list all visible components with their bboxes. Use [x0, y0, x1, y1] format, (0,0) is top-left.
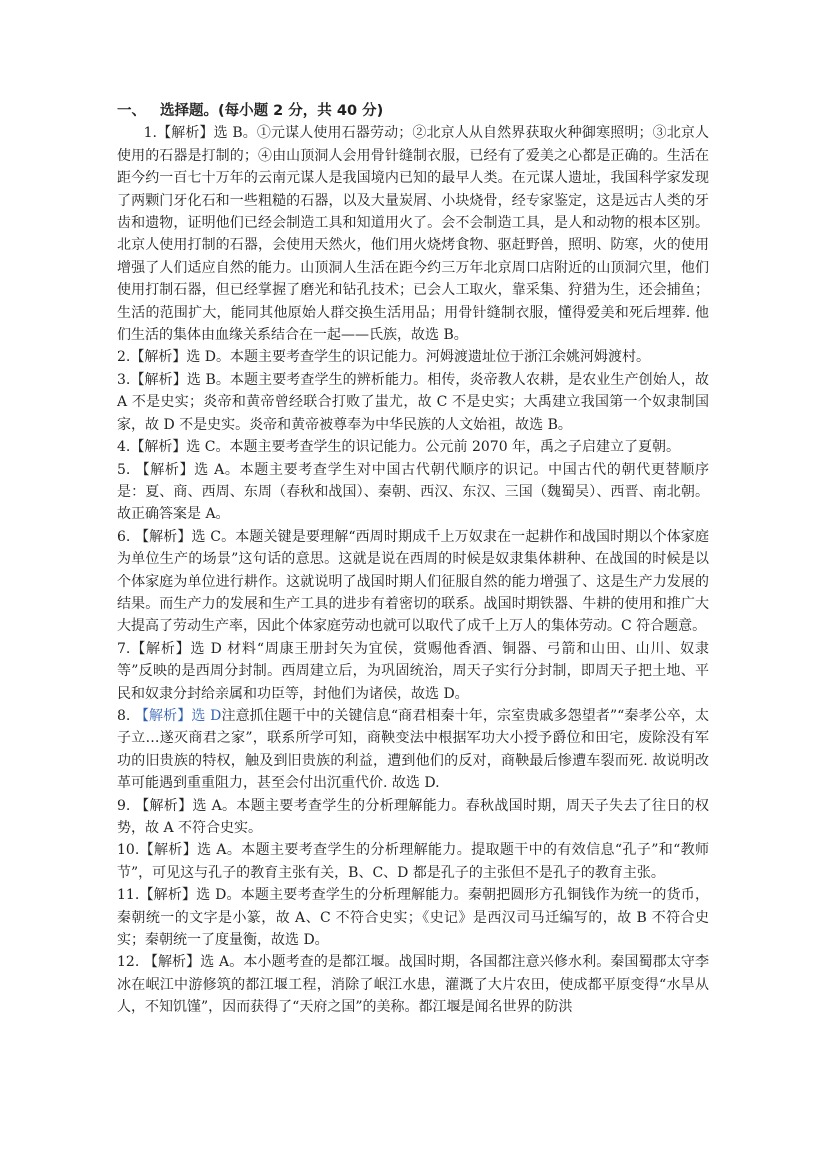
answer-item-2: 2.【解析】选 D。本题主要考查学生的识记能力。河姆渡遗址位于浙江余姚河姆渡村。	[117, 349, 651, 366]
answer-item-12: 12. 【解析】选 A。本小题考查的是都江堰。战国时期，各国都注意兴修水利。秦国蜀郡太守李冰在岷江中游修筑的都江堰工程，消除了岷江水患，灌溉了大片农田，使成都平原变得“水旱从人，不知饥馑”，因而获得了“天府之国”的美称。都江堰是闻名世界的防洪	[117, 954, 709, 1016]
answer-item-10: 10.【解析】选 A。本题主要考查学生的分析理解能力。提取题干中的有效信息“孔子”和“教师节”，可见这与孔子的教育主张有关，B、C、D 都是孔子的主张但不是孔子的教育主张。	[117, 842, 710, 881]
answer-item-3: 3.【解析】选 B。本题主要考查学生的辨析能力。相传，炎帝教人农耕，是农业生产创始人，故 A 不是史实；炎帝和黄帝曾经联合打败了蚩尤，故 C 不是史实；大禹建立我国第一个奴隶制国家，故 D 不是史实。炎帝和黄帝被尊奉为中华民族的人文始祖，故选 B。	[117, 371, 709, 433]
highlighted-tag: 【解析】选 D	[130, 707, 222, 724]
answer-item-11: 11.【解析】选 D。本题主要考查学生的分析理解能力。秦朝把圆形方孔铜钱作为统一的货币，秦朝统一的文字是小篆，故 A、C 不符合史实；《史记》是西汉司马迁编写的，故 B 不符合史实；秦朝统一了度量衡，故选 D。	[117, 887, 709, 949]
answer-item-1: 1.【解析】选 B。①元谋人使用石器劳动；②北京人从自然界获取火种御寒照明；③北京人使用的石器是打制的；④由山顶洞人会用骨针缝制衣服，已经有了爱美之心都是正确的。生活在距今约一百七十万年的云南元谋人是我国境内已知的最早人类。在元谋人遗址，我国科学家发现了两颗门牙化石和一些粗糙的石器，以及大量炭屑、小块烧骨，经专家鉴定，这是远古人类的牙齿和遗物，证明他们已经会制造工具和知道用火了。会不会制造工具，是人和动物的根本区别。北京人使用打制的石器，会使用天然火，他们用火烧烤食物、驱赶野兽，照明、防寒，火的使用增强了人们适应自然的能力。山顶洞人生活在距今约三万年北京周口店附近的山顶洞穴里，他们使用打制石器，但已经掌握了磨光和钻孔技术；已会人工取火，靠采集、狩猎为生，还会捕鱼；生活的范围扩大，能同其他原始人群交换生活用品；用骨针缝制衣服，懂得爱美和死后埋葬. 他们生活的集体由血缘关系结合在一起——氏族，故选 B。	[117, 125, 709, 344]
answer-item-9: 9. 【解析】选 A。本题主要考查学生的分析理解能力。春秋战国时期，周天子失去了往日的权势，故 A 不符合史实。	[117, 797, 710, 836]
answer-key-content	[117, 100, 709, 1019]
section-title: 选择题。(每小题 2 分，共 40 分)	[160, 103, 384, 119]
answer-item-7: 7.【解析】选 D 材料“周康王册封矢为宜侯，赏赐他香酒、铜器、弓箭和山田、山川、奴隶等”反映的是西周分封制。西周建立后，为巩固统治，周天子实行分封制，即周天子把土地、平民和奴隶分封给亲属和功臣等，封他们为诸侯，故选 D。	[117, 640, 710, 702]
answer-item-6: 6. 【解析】选 C。本题关键是要理解“西周时期成千上万奴隶在一起耕作和战国时期以个体家庭为单位生产的场景”这句话的意思。这就是说在西周的时候是奴隶集体耕种、在战国的时候是以个体家庭为单位进行耕作。这就说明了战国时期人们征服自然的能力增强了、这是生产力发展的结果。而生产力的发展和生产工具的进步有着密切的联系。战国时期铁器、牛耕的使用和推广大大提高了劳动生产率，因此个体家庭劳动也就可以取代了成千上万人的集体劳动。C 符合题意。	[117, 528, 709, 635]
section-heading	[117, 100, 709, 122]
answer-item-8: 8. 【解析】选 D注意抓住题干中的关键信息“商君相秦十年，宗室贵戚多怨望者”“秦孝公卒，太子立…遂灭商君之家”，联系所学可知，商鞅变法中根据军功大小授予爵位和田宅，废除没有军功的旧贵族的特权，触及到旧贵族的利益，遭到他们的反对，商鞅最后惨遭车裂而死. 故说明改革可能遇到重重阻力，甚至会付出沉重代价. 故选 D.	[117, 707, 709, 792]
answer-item-4: 4.【解析】选 C。本题主要考查学生的识记能力。公元前 2070 年，禹之子启建立了夏朝。	[117, 439, 681, 456]
answer-item-5: 5. 【解析】选 A。本题主要考查学生对中国古代朝代顺序的识记。中国古代的朝代更替顺序是：夏、商、西周、东周（春秋和战国）、秦朝、西汉、东汉、三国（魏蜀吴）、西晋、南北朝。故正确答案是 A。	[117, 461, 709, 523]
section-number: 一、	[117, 103, 146, 119]
